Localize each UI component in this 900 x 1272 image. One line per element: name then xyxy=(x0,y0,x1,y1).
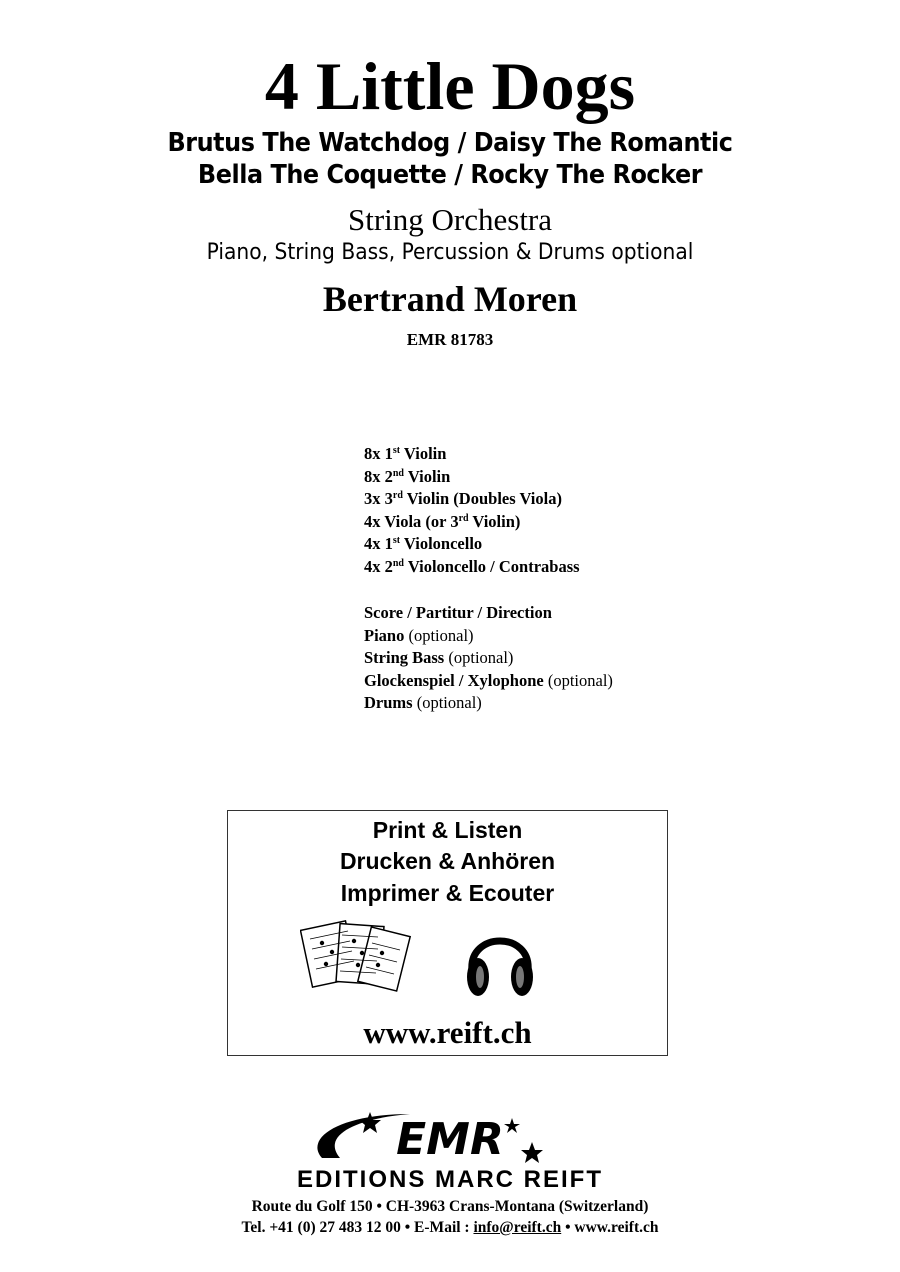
list-item: String Bass (optional) xyxy=(364,648,514,667)
list-item: Drums (optional) xyxy=(364,693,482,712)
list-item: 4x Viola (or 3rd Violin) xyxy=(364,511,521,531)
publisher-contact: Tel. +41 (0) 27 483 12 00 • E-Mail : info@reift.ch • www.reift.ch xyxy=(241,1219,659,1236)
list-item: 8x 1st Violin xyxy=(364,444,447,463)
page-title: 4 Little Dogs xyxy=(264,48,636,124)
list-item: Piano (optional) xyxy=(364,625,474,645)
publisher-address: Route du Golf 150 • CH-3963 Crans-Montana (Switzerland) xyxy=(251,1198,649,1215)
ensemble: String Orchestra xyxy=(347,202,553,237)
promo-line-1: Print & Listen xyxy=(372,817,523,843)
promo-url: www.reift.ch xyxy=(363,1015,532,1050)
string-parts-list xyxy=(364,443,580,578)
promo-line-2: Drucken & Anhören xyxy=(339,848,556,874)
emr-logo xyxy=(300,1108,600,1166)
publisher-name: EDITIONS MARC REIFT xyxy=(297,1166,603,1193)
list-item: 8x 2nd Violin xyxy=(364,466,451,486)
email-link[interactable]: info@reift.ch xyxy=(473,1219,562,1236)
catalog-number: EMR 81783 xyxy=(406,330,494,349)
subtitle-line-1: Brutus The Watchdog / Daisy The Romantic xyxy=(167,128,733,158)
list-item: Score / Partitur / Direction xyxy=(364,603,552,622)
promo-line-3: Imprimer & Ecouter xyxy=(340,880,555,906)
composer-name: Bertrand Moren xyxy=(322,279,578,319)
list-item: 4x 2nd Violoncello / Contrabass xyxy=(364,556,580,576)
svg-text:EMR: EMR xyxy=(396,1114,504,1165)
print-listen-box xyxy=(227,810,668,1056)
optional-instruments: Piano, String Bass, Percussion & Drums optional xyxy=(206,240,694,265)
sheet-music-icon xyxy=(300,919,412,995)
other-parts-list xyxy=(364,602,613,715)
subtitle-line-2: Bella The Coquette / Rocky The Rocker xyxy=(197,160,703,190)
list-item: 3x 3rd Violin (Doubles Viola) xyxy=(364,489,562,508)
list-item: 4x 1st Violoncello xyxy=(364,534,483,553)
list-item: Glockenspiel / Xylophone (optional) xyxy=(364,670,613,690)
headphones-icon xyxy=(464,921,536,1001)
